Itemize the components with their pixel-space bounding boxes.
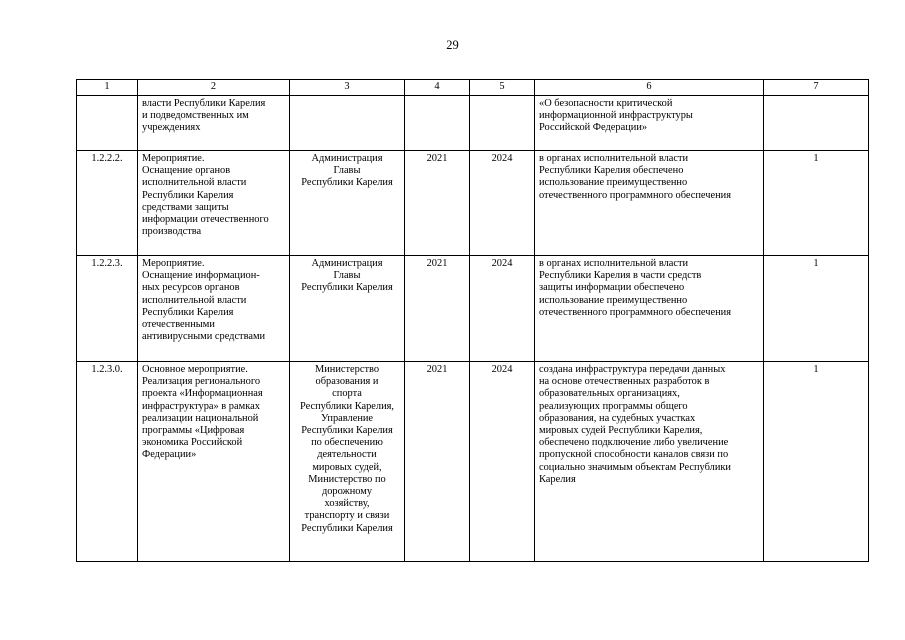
measure-name: Мероприятие. Оснащение органов исполнительной власти Республики Карелия средствами защиты информации отечественного производства: [138, 151, 290, 256]
indicator-link: 1: [764, 362, 869, 562]
table-row: [77, 256, 869, 362]
start-year: 2021: [405, 151, 470, 256]
measure-name: Мероприятие. Оснащение информацион- ных ресурсов органов исполнительной власти Республики Карелия отечественными антивирусными средствами: [138, 256, 290, 362]
measure-executor: Администрация Главы Республики Карелия: [290, 256, 405, 362]
expected-result: создана инфраструктура передачи данных на основе отечественных разработок в образовательных организациях, реализующих программы общего образования, на судебных участках мировых судей Республики Карелия, обеспечено подключение либо увеличение пропускной способности каналов связи по социально значимым объектам Республики Карелия: [535, 362, 764, 562]
start-year: 2021: [405, 256, 470, 362]
column-header: 2: [138, 80, 290, 96]
measure-number: [77, 96, 138, 151]
measure-number: 1.2.3.0.: [77, 362, 138, 562]
end-year: 2024: [470, 362, 535, 562]
start-year: 2021: [405, 362, 470, 562]
measure-number: 1.2.2.2.: [77, 151, 138, 256]
indicator-link: 1: [764, 151, 869, 256]
table-row: [77, 362, 869, 562]
expected-result: в органах исполнительной власти Республики Карелия обеспечено использование преимущественно отечественного программного обеспечения: [535, 151, 764, 256]
column-header: 1: [77, 80, 138, 96]
expected-result: «О безопасности критической информационной инфраструктуры Российской Федерации»: [535, 96, 764, 151]
start-year: [405, 96, 470, 151]
header-row: [77, 80, 869, 96]
measures-table: [76, 79, 869, 562]
column-header: 7: [764, 80, 869, 96]
measure-executor: [290, 96, 405, 151]
measure-number: 1.2.2.3.: [77, 256, 138, 362]
indicator-link: [764, 96, 869, 151]
column-header: 4: [405, 80, 470, 96]
indicator-link: 1: [764, 256, 869, 362]
column-header: 5: [470, 80, 535, 96]
measure-name: Основное мероприятие. Реализация регионального проекта «Информационная инфраструктура» в рамках реализации национальной программы «Цифровая экономика Российской Федерации»: [138, 362, 290, 562]
table-row: [77, 151, 869, 256]
expected-result: в органах исполнительной власти Республики Карелия в части средств защиты информации обеспечено использование преимущественно отечественного программного обеспечения: [535, 256, 764, 362]
measure-name: власти Республики Карелия и подведомственных им учреждениях: [138, 96, 290, 151]
column-header: 6: [535, 80, 764, 96]
end-year: 2024: [470, 151, 535, 256]
measure-executor: Администрация Главы Республики Карелия: [290, 151, 405, 256]
column-header: 3: [290, 80, 405, 96]
table-row: [77, 96, 869, 151]
end-year: [470, 96, 535, 151]
page-number: 29: [446, 38, 459, 52]
end-year: 2024: [470, 256, 535, 362]
measure-executor: Министерство образования и спорта Республики Карелия, Управление Республики Карелия по обеспечению деятельности мировых судей, Министерство по дорожному хозяйству, транспорту и связи Республики Карелия: [290, 362, 405, 562]
